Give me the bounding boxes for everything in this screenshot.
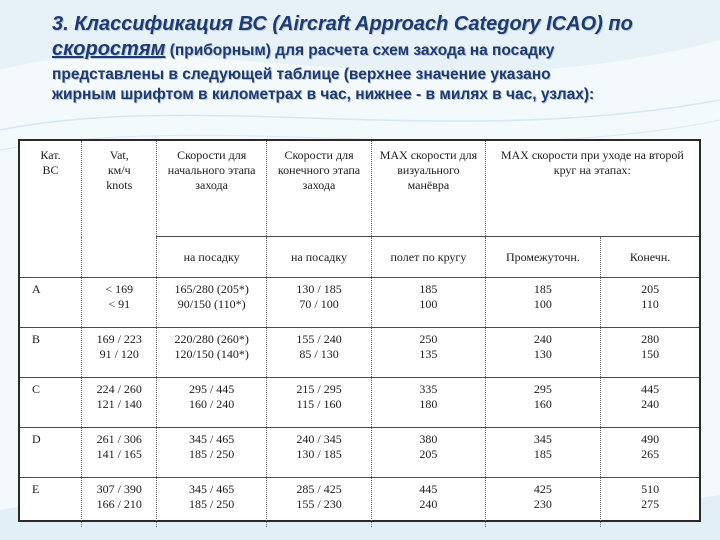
header-vat-line2: км/ч <box>107 163 131 177</box>
table-row <box>20 328 699 378</box>
kmh-value: 380 <box>419 432 438 446</box>
initial-cell <box>157 478 266 528</box>
knots-value: 160 <box>533 397 552 411</box>
header-missed-approach: МАХ скорости при уходе на второй круг на этапах: <box>485 141 699 237</box>
initial-cell <box>157 328 266 378</box>
knots-value: 150 <box>641 347 660 361</box>
knots-value: 70 / 100 <box>299 297 339 311</box>
knots-value: 166 / 210 <box>96 497 142 511</box>
vat-cell <box>82 428 157 478</box>
kmh-value: 345 <box>533 432 552 446</box>
title-suffix: (приборным) для расчета схем захода на посадку <box>165 42 555 59</box>
header-vat <box>82 141 157 278</box>
knots-value: 115 / 160 <box>296 397 342 411</box>
initial-cell <box>157 428 266 478</box>
kmh-value: 240 <box>533 332 552 346</box>
knots-value: 185 / 250 <box>188 447 235 461</box>
final-cell <box>266 428 371 478</box>
visual-cell <box>372 428 485 478</box>
intermediate-cell <box>485 478 601 528</box>
table-row <box>20 478 699 528</box>
visual-cell <box>372 478 485 528</box>
kmh-value: 185 <box>533 282 552 296</box>
knots-value: 135 <box>419 347 438 361</box>
kmh-value: 220/280 (260*) <box>174 332 249 346</box>
description-line-2: представлены в следующей таблице (верхнее значение указано <box>52 66 551 83</box>
kmh-value: 345 / 465 <box>188 482 235 496</box>
initial-cell <box>157 278 266 328</box>
final-stage-cell <box>601 378 699 428</box>
header-vat-line3: knots <box>106 178 133 192</box>
header-category-line2: ВС <box>42 163 59 177</box>
vat-cell <box>82 278 157 328</box>
kmh-value: 307 / 390 <box>96 482 142 496</box>
category-cell: E <box>20 478 82 528</box>
kmh-value: 445 <box>641 382 660 396</box>
knots-value: 240 <box>641 397 660 411</box>
intermediate-cell <box>485 428 601 478</box>
kmh-value: 155 / 240 <box>296 332 342 346</box>
knots-value: 90/150 (110*) <box>177 297 246 311</box>
kmh-value: 445 <box>419 482 438 496</box>
knots-value: 180 <box>419 397 438 411</box>
knots-value: 85 / 130 <box>299 347 339 361</box>
header-row-1 <box>20 141 699 237</box>
title-underlined: скоростям <box>52 38 166 60</box>
final-cell <box>266 378 371 428</box>
kmh-value: 215 / 295 <box>296 382 342 396</box>
kmh-value: 240 / 345 <box>296 432 342 446</box>
knots-value: 275 <box>641 497 660 511</box>
knots-value: 185 <box>533 447 552 461</box>
table-row <box>20 278 699 328</box>
kmh-value: 250 <box>419 332 438 346</box>
visual-cell <box>372 278 485 328</box>
kmh-value: 295 <box>533 382 552 396</box>
intermediate-cell <box>485 278 601 328</box>
knots-value: 230 <box>533 497 552 511</box>
knots-value: 121 / 140 <box>96 397 142 411</box>
kmh-value: 205 <box>641 282 660 296</box>
speed-table <box>18 139 701 522</box>
knots-value: 130 <box>533 347 552 361</box>
kmh-value: 261 / 306 <box>96 432 142 446</box>
final-stage-cell <box>601 328 699 378</box>
knots-value: 185 / 250 <box>188 497 235 511</box>
subheader-intermediate: Промежуточн. <box>485 237 601 278</box>
visual-cell <box>372 328 485 378</box>
knots-value: 100 <box>419 297 438 311</box>
final-stage-cell <box>601 278 699 328</box>
kmh-value: < 169 <box>105 282 134 296</box>
knots-value: 141 / 165 <box>96 447 142 461</box>
kmh-value: 285 / 425 <box>296 482 342 496</box>
subheader-final-stage: Конечн. <box>601 237 699 278</box>
category-cell: D <box>20 428 82 478</box>
vat-cell <box>82 328 157 378</box>
knots-value: 130 / 185 <box>296 447 342 461</box>
title-prefix: 3. Классификация ВС (Aircraft Approach Category ICAO) по <box>52 13 633 35</box>
header-visual: МАХ скорости для визуального манёвра <box>372 141 485 237</box>
table-row <box>20 428 699 478</box>
header-initial: Скорости для начального этапа захода <box>157 141 266 237</box>
knots-value: 110 <box>641 297 659 311</box>
kmh-value: 185 <box>419 282 438 296</box>
final-cell <box>266 278 371 328</box>
kmh-value: 335 <box>419 382 438 396</box>
header-vat-line1: Vat, <box>109 148 129 162</box>
final-cell <box>266 478 371 528</box>
vat-cell <box>82 378 157 428</box>
final-stage-cell <box>601 428 699 478</box>
subheader-landing-initial: на посадку <box>157 237 266 278</box>
visual-cell <box>372 378 485 428</box>
knots-value: 160 / 240 <box>188 397 235 411</box>
kmh-value: 169 / 223 <box>96 332 142 346</box>
kmh-value: 425 <box>533 482 552 496</box>
final-stage-cell <box>601 478 699 528</box>
knots-value: 155 / 230 <box>296 497 342 511</box>
description-line-3: жирным шрифтом в километрах в час, нижнее - в милях в час, узлах): <box>52 86 595 103</box>
kmh-value: 295 / 445 <box>188 382 235 396</box>
intermediate-cell <box>485 328 601 378</box>
header-final: Скорости для конечного этапа захода <box>266 141 371 237</box>
kmh-value: 224 / 260 <box>96 382 142 396</box>
kmh-value: 510 <box>641 482 660 496</box>
knots-value: < 91 <box>108 297 131 311</box>
table-row <box>20 378 699 428</box>
kmh-value: 490 <box>641 432 660 446</box>
vat-cell <box>82 478 157 528</box>
kmh-value: 345 / 465 <box>188 432 235 446</box>
category-cell: B <box>20 328 82 378</box>
knots-value: 120/150 (140*) <box>174 347 249 361</box>
slide-title <box>52 12 712 63</box>
category-cell: A <box>20 278 82 328</box>
knots-value: 205 <box>419 447 438 461</box>
header-category <box>20 141 82 278</box>
kmh-value: 165/280 (205*) <box>174 282 249 296</box>
intermediate-cell <box>485 378 601 428</box>
final-cell <box>266 328 371 378</box>
knots-value: 91 / 120 <box>99 347 139 361</box>
knots-value: 265 <box>641 447 660 461</box>
slide-header <box>52 12 712 105</box>
initial-cell <box>157 378 266 428</box>
subheader-landing-final: на посадку <box>266 237 371 278</box>
kmh-value: 130 / 185 <box>296 282 342 296</box>
category-cell: C <box>20 378 82 428</box>
kmh-value: 280 <box>641 332 660 346</box>
subheader-circling: полет по кругу <box>372 237 485 278</box>
knots-value: 240 <box>419 497 438 511</box>
header-category-line1: Кат. <box>40 148 61 162</box>
knots-value: 100 <box>533 297 552 311</box>
